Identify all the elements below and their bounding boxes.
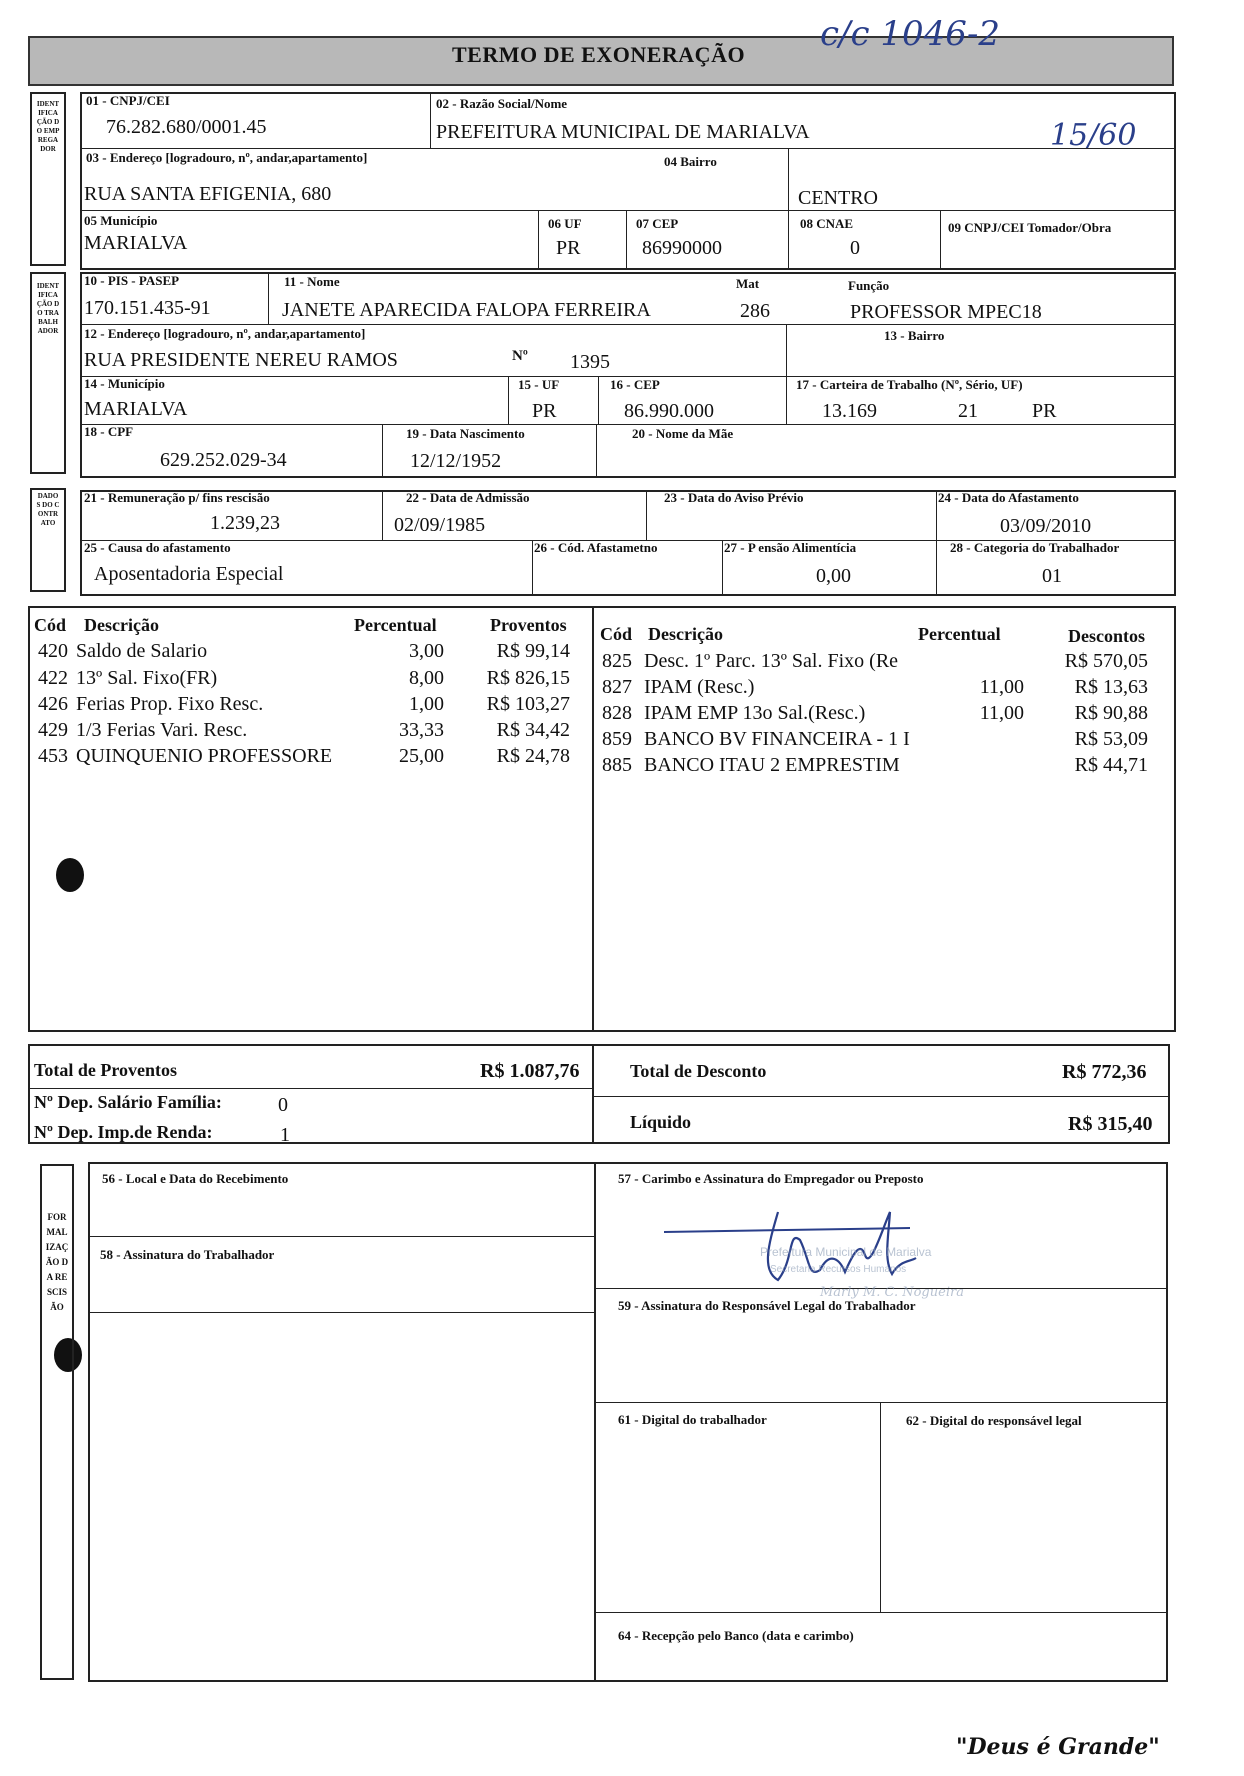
proventos-desc: QUINQUENIO PROFESSORE [76,745,333,767]
descontos-header-cod: Cód [600,624,633,644]
proventos-pct: 8,00 [409,667,444,689]
f23-label: 23 - Data do Aviso Prévio [664,490,804,505]
descontos-cod: 827 [602,676,632,698]
descontos-desc: Desc. 1º Parc. 13º Sal. Fixo (Re [644,650,899,672]
handwritten-initials: 15/60 [1050,118,1137,153]
f58-label: 58 - Assinatura do Trabalhador [100,1247,275,1262]
f25-value: Aposentadoria Especial [94,563,284,585]
f16-value: 86.990.000 [624,400,714,422]
formalizacao-left [88,1162,596,1682]
handwritten-account-note: c/c 1046-2 [820,14,1000,54]
descontos-cod: 825 [602,650,632,672]
f18-value: 629.252.029-34 [160,449,287,471]
f07-value: 86990000 [642,237,722,259]
descontos-pct: 11,00 [979,676,1024,698]
descontos-header-val: Descontos [1068,626,1145,646]
descontos-val: R$ 90,88 [1074,702,1148,724]
f26-label: 26 - Cód. Afastametno [534,540,658,555]
f07-label: 07 CEP [636,216,679,231]
num-value: 1395 [570,351,610,373]
f10-value: 170.151.435-91 [84,297,211,319]
descontos-cod: 859 [602,728,632,750]
f56-label: 56 - Local e Data do Recebimento [102,1171,289,1186]
f08-value: 0 [850,237,860,259]
proventos-val: R$ 99,14 [496,640,570,662]
punch-hole [56,858,84,892]
f11-label: 11 - Nome [284,274,340,289]
total-proventos-value: R$ 1.087,76 [480,1060,580,1082]
f57-label: 57 - Carimbo e Assinatura do Empregador ou Preposto [618,1171,924,1186]
f27-label: 27 - P ensão Alimentícia [724,540,857,555]
descontos-cod: 828 [602,702,632,724]
proventos-val: R$ 24,78 [496,745,570,767]
proventos-desc: 13º Sal. Fixo(FR) [76,667,218,689]
proventos-cod: 422 [38,667,68,689]
f04-value: CENTRO [798,187,878,209]
descontos-val: R$ 13,63 [1074,676,1148,698]
descontos-desc: IPAM (Resc.) [644,676,755,698]
side-label-contrato: DADOS DO CONTRATO [36,492,60,527]
svg-text:Prefeitura Municipal de Marial: Prefeitura Municipal de Marialva [760,1245,932,1259]
f02-label: 02 - Razão Social/Nome [436,96,568,111]
f12-label: 12 - Endereço [logradouro, nº, andar,apartamento] [84,326,366,341]
page-title: TERMO DE EXONERAÇÃO [452,42,746,67]
side-label-trabalhador: IDENTIFICAÇÃO DO TRABALHADOR [36,282,60,335]
f25-label: 25 - Causa do afastamento [84,540,231,555]
proventos-pct: 33,33 [399,719,444,741]
descontos-val: R$ 570,05 [1064,650,1148,672]
f05-label: 05 Município [84,213,158,228]
f22-value: 02/09/1985 [394,514,486,536]
f09-label: 09 CNPJ/CEI Tomador/Obra [948,220,1112,235]
num-label: Nº [512,348,528,364]
f03-label: 03 - Endereço [logradouro, nº, andar,apartamento] [86,150,368,165]
f22-label: 22 - Data de Admissão [406,490,530,505]
f27-value: 0,00 [816,565,851,587]
f17-number: 13.169 [822,400,877,422]
f20-label: 20 - Nome da Mãe [632,426,734,441]
f06-label: 06 UF [548,216,582,231]
f19-label: 19 - Data Nascimento [406,426,525,441]
f14-value: MARIALVA [84,398,188,420]
svg-text:Marly M. C. Nogueira: Marly M. C. Nogueira [820,1285,964,1300]
f24-label: 24 - Data do Afastamento [938,490,1079,505]
f18-label: 18 - CPF [84,424,134,439]
proventos-pct: 25,00 [399,745,444,767]
proventos-pct: 1,00 [409,693,444,715]
descontos-desc: BANCO BV FINANCEIRA - 1 I [644,728,910,750]
total-proventos-label: Total de Proventos [34,1060,178,1080]
f14-label: 14 - Município [84,376,165,391]
footer-motto: "Deus é Grande" [956,1734,1160,1760]
f12-value: RUA PRESIDENTE NEREU RAMOS [84,349,398,371]
dep-familia-label: Nº Dep. Salário Família: [34,1092,222,1112]
dep-familia-value: 0 [278,1094,288,1116]
f04-label: 04 Bairro [664,154,717,169]
f21-value: 1.239,23 [210,512,280,534]
total-desconto-value: R$ 772,36 [1062,1061,1147,1083]
proventos-desc: Saldo de Salario [76,640,208,662]
proventos-cod: 426 [38,693,68,715]
f59-label: 59 - Assinatura do Responsável Legal do Trabalhador [618,1298,916,1313]
f24-value: 03/09/2010 [1000,515,1092,537]
f11-value: JANETE APARECIDA FALOPA FERREIRA [282,299,651,321]
proventos-val: R$ 103,27 [486,693,570,715]
descontos-desc: IPAM EMP 13o Sal.(Resc.) [644,702,866,724]
f28-label: 28 - Categoria do Trabalhador [950,540,1120,555]
dep-renda-value: 1 [280,1124,290,1146]
proventos-header-desc: Descrição [84,615,159,635]
proventos-val: R$ 826,15 [486,667,570,689]
descontos-header-desc: Descrição [648,624,723,644]
f05-value: MARIALVA [84,232,188,254]
proventos-desc: 1/3 Ferias Vari. Resc. [76,719,248,741]
f19-value: 12/12/1952 [410,450,502,472]
f06-value: PR [556,237,581,259]
mat-value: 286 [740,300,770,322]
proventos-pct: 3,00 [409,640,444,662]
f61-label: 61 - Digital do trabalhador [618,1412,767,1427]
descontos-desc: BANCO ITAU 2 EMPRESTIM [644,754,900,776]
side-label-formalizacao: FORMALIZAÇÃO DA RESCISÃO [45,1212,69,1312]
mat-label: Mat [736,276,760,291]
dep-renda-label: Nº Dep. Imp.de Renda: [34,1122,213,1142]
proventos-val: R$ 34,42 [496,719,570,741]
proventos-cod: 453 [38,745,68,767]
f62-label: 62 - Digital do responsável legal [906,1413,1082,1428]
f10-label: 10 - PIS - PASEP [84,273,180,288]
f17-serie: 21 [958,400,978,422]
funcao-value: PROFESSOR MPEC18 [850,301,1042,323]
employer-signature [660,1200,980,1340]
f15-label: 15 - UF [518,377,560,392]
proventos-header-pct: Percentual [354,615,437,635]
f03-value: RUA SANTA EFIGENIA, 680 [84,183,332,205]
f01-label: 01 - CNPJ/CEI [86,93,170,108]
proventos-desc: Ferias Prop. Fixo Resc. [76,693,264,715]
f17-uf: PR [1032,400,1057,422]
f01-value: 76.282.680/0001.45 [106,116,267,138]
descontos-cod: 885 [602,754,632,776]
f15-value: PR [532,400,557,422]
f21-label: 21 - Remuneração p/ fins rescisão [84,490,270,505]
descontos-pct: 11,00 [979,702,1024,724]
f28-value: 01 [1042,565,1062,587]
f17-label: 17 - Carteira de Trabalho (Nº, Sério, UF) [796,377,1023,392]
descontos-val: R$ 53,09 [1074,728,1148,750]
f02-value: PREFEITURA MUNICIPAL DE MARIALVA [436,121,810,143]
svg-text:Secretaria Recursos Humanos: Secretaria Recursos Humanos [770,1264,907,1275]
funcao-label: Função [848,278,890,293]
side-label-empregador: IDENTIFICAÇÃO DO EMPREGADOR [36,100,60,153]
liquido-label: Líquido [630,1112,692,1132]
proventos-cod: 420 [38,640,68,662]
proventos-header-val: Proventos [490,615,567,635]
f08-label: 08 CNAE [800,216,854,231]
f64-label: 64 - Recepção pelo Banco (data e carimbo) [618,1628,854,1643]
liquido-value: R$ 315,40 [1068,1113,1153,1135]
proventos-cod: 429 [38,719,68,741]
f16-label: 16 - CEP [610,377,660,392]
total-desconto-label: Total de Desconto [630,1061,767,1081]
descontos-header-pct: Percentual [918,624,1001,644]
descontos-val: R$ 44,71 [1074,754,1148,776]
f13-label: 13 - Bairro [884,328,945,343]
proventos-header-cod: Cód [34,615,67,635]
